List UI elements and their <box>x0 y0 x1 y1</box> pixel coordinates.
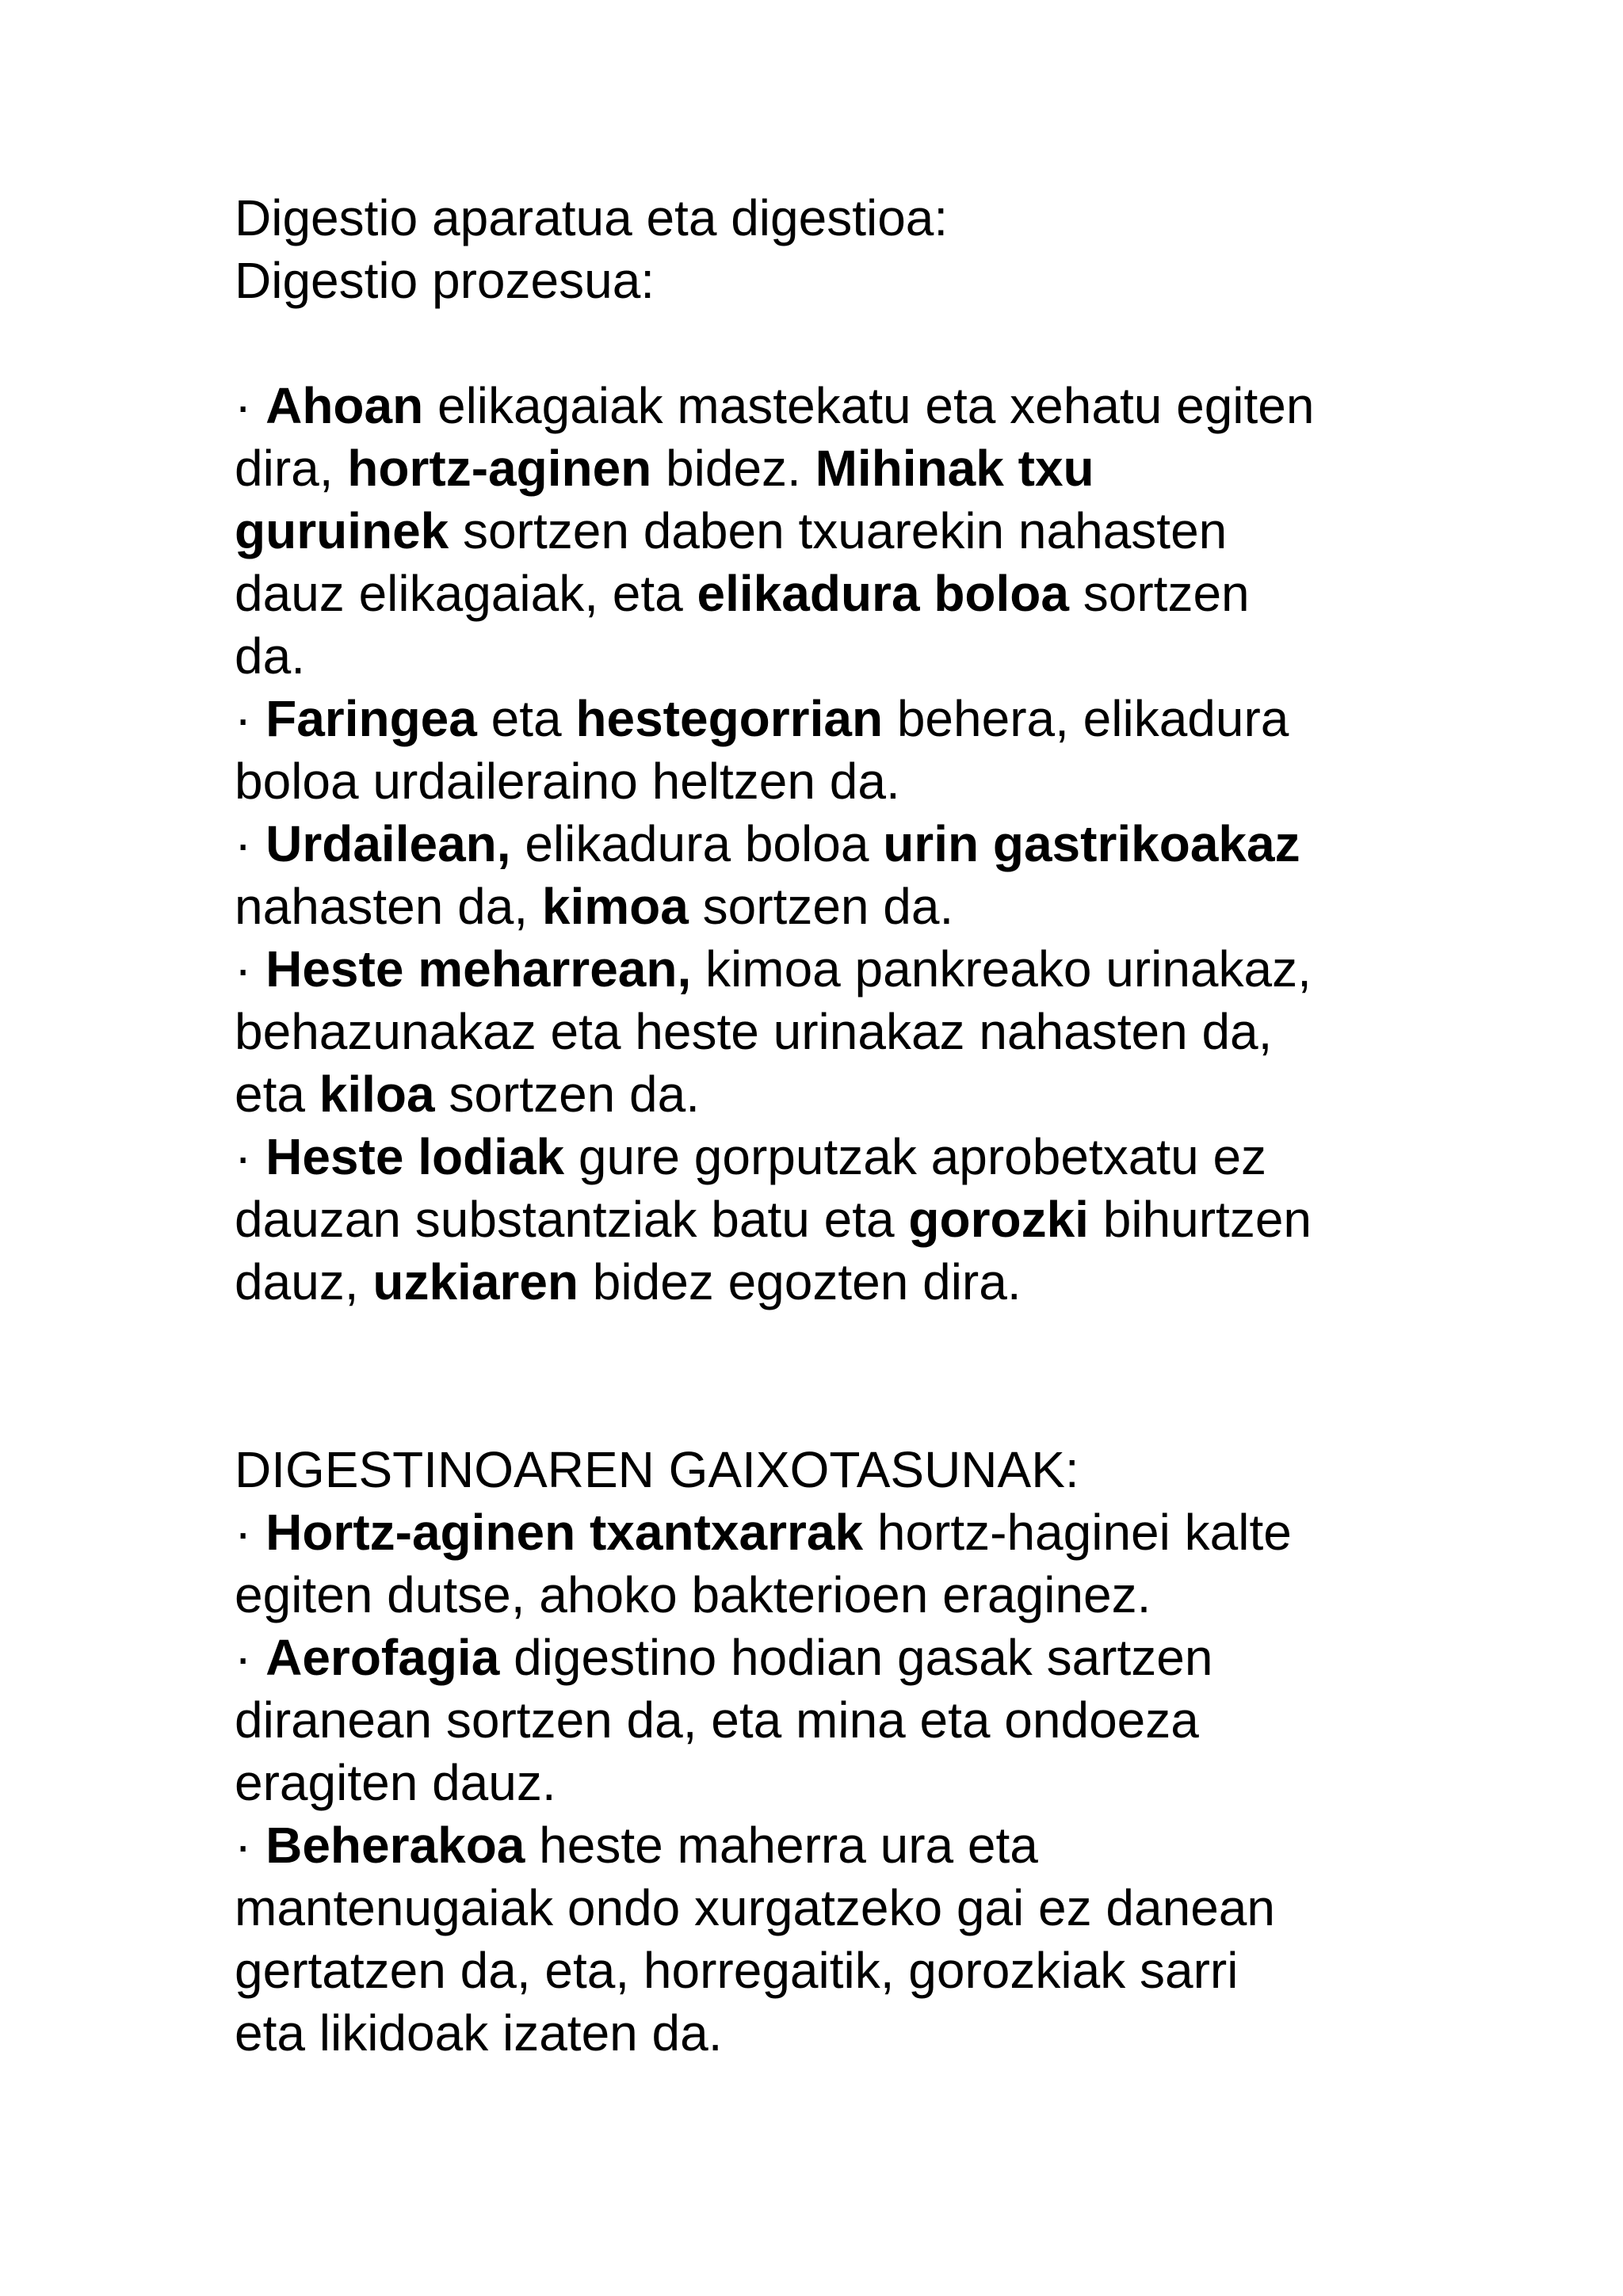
text-run: sortzen daben txuarekin nahasten <box>449 502 1228 559</box>
text-run: heste maherra ura eta <box>525 1817 1038 1874</box>
spacer <box>235 312 1407 375</box>
text-line <box>235 813 1407 875</box>
bold-term: hortz-aginen <box>347 440 652 497</box>
text-run: eta likidoak izaten da. <box>235 2004 723 2061</box>
text-line <box>235 1564 1407 1627</box>
text-run: · <box>235 1629 266 1686</box>
text-run: dauz, <box>235 1253 373 1310</box>
text-run: gure gorputzak aprobetxatu ez <box>564 1128 1267 1185</box>
title-line-2: Digestio prozesua: <box>235 252 655 309</box>
bold-term: elikadura boloa <box>697 565 1069 622</box>
text-line <box>235 375 1407 437</box>
text-line <box>235 500 1407 563</box>
bold-term: uzkiaren <box>372 1253 579 1310</box>
text-run: bidez egozten dira. <box>579 1253 1022 1310</box>
text-run: · <box>235 940 266 997</box>
text-line <box>235 1814 1407 1877</box>
text-run: · <box>235 377 266 434</box>
text-run: elikadura boloa <box>510 815 884 872</box>
text-run: · <box>235 690 266 747</box>
text-run: · <box>235 1817 266 1874</box>
text-run: sortzen da. <box>688 878 954 935</box>
text-run: dira, <box>235 440 348 497</box>
text-run: eta <box>235 1066 319 1123</box>
bold-term: gorozki <box>908 1191 1089 1248</box>
text-run: dauzan substantziak batu eta <box>235 1191 909 1248</box>
text-run: hortz-haginei kalte <box>863 1504 1292 1561</box>
text-line <box>235 1627 1407 1689</box>
text-run: mantenugaiak ondo xurgatzeko gai ez danean <box>235 1879 1275 1936</box>
text-run: nahasten da, <box>235 878 542 935</box>
title-line-1: Digestio aparatua eta digestioa: <box>235 189 949 246</box>
diseases-section <box>235 1501 1407 2065</box>
text-run: dauz elikagaiak, eta <box>235 565 697 622</box>
bold-term: Beherakoa <box>265 1817 525 1874</box>
text-run: · <box>235 815 266 872</box>
text-run: diranean sortzen da, eta mina eta ondoeza <box>235 1691 1199 1749</box>
text-run: bidez. <box>651 440 815 497</box>
text-line <box>235 1188 1407 1251</box>
text-run: digestino hodian gasak sartzen <box>499 1629 1213 1686</box>
process-section <box>235 375 1407 1314</box>
text-run: kimoa pankreako urinakaz, <box>691 940 1312 997</box>
bold-term: kimoa <box>541 878 689 935</box>
document-body <box>235 187 1407 2065</box>
diseases-heading: DIGESTINOAREN GAIXOTASUNAK: <box>235 1441 1079 1498</box>
text-line <box>235 2002 1407 2065</box>
bold-term: Faringea <box>265 690 477 747</box>
bold-term: urin gastrikoakaz <box>883 815 1300 872</box>
text-run: sortzen <box>1068 565 1250 622</box>
text-line <box>235 1877 1407 1939</box>
bold-term: guruinek <box>235 502 449 559</box>
bold-term: Heste lodiak <box>265 1128 565 1185</box>
text-line <box>235 1501 1407 1564</box>
text-run: eragiten dauz. <box>235 1754 556 1811</box>
bold-term: Urdailean, <box>265 815 511 872</box>
text-line <box>235 938 1407 1001</box>
text-run: behazunakaz eta heste urinakaz nahasten da, <box>235 1003 1273 1060</box>
text-run: da. <box>235 627 305 685</box>
bold-term: kiloa <box>319 1066 435 1123</box>
text-line <box>235 1752 1407 1814</box>
bold-term: Mihinak txu <box>815 440 1094 497</box>
bold-term: hestegorrian <box>575 690 884 747</box>
spacer <box>235 1314 1407 1439</box>
text-run: · <box>235 1504 266 1561</box>
text-line <box>235 1939 1407 2002</box>
text-line <box>235 625 1407 688</box>
text-run: egiten dutse, ahoko bakterioen eraginez. <box>235 1566 1151 1623</box>
text-run: bihurtzen <box>1088 1191 1312 1248</box>
text-run: gertatzen da, eta, horregaitik, gorozkiak sarri <box>235 1942 1239 1999</box>
text-line <box>235 875 1407 938</box>
text-line <box>235 563 1407 625</box>
text-line <box>235 1063 1407 1126</box>
text-line <box>235 1001 1407 1063</box>
text-run: boloa urdaileraino heltzen da. <box>235 753 900 810</box>
text-line <box>235 688 1407 750</box>
text-line <box>235 1689 1407 1752</box>
text-run: eta <box>476 690 576 747</box>
text-line <box>235 437 1407 500</box>
bold-term: Heste meharrean, <box>265 940 692 997</box>
text-line <box>235 750 1407 813</box>
bold-term: Ahoan <box>265 377 424 434</box>
text-run: sortzen da. <box>434 1066 700 1123</box>
text-line <box>235 1126 1407 1188</box>
bold-term: Hortz-aginen txantxarrak <box>265 1504 864 1561</box>
text-line <box>235 1251 1407 1314</box>
bold-term: Aerofagia <box>265 1629 500 1686</box>
text-run: elikagaiak mastekatu eta xehatu egiten <box>423 377 1315 434</box>
text-run: behera, elikadura <box>883 690 1289 747</box>
text-run: · <box>235 1128 266 1185</box>
